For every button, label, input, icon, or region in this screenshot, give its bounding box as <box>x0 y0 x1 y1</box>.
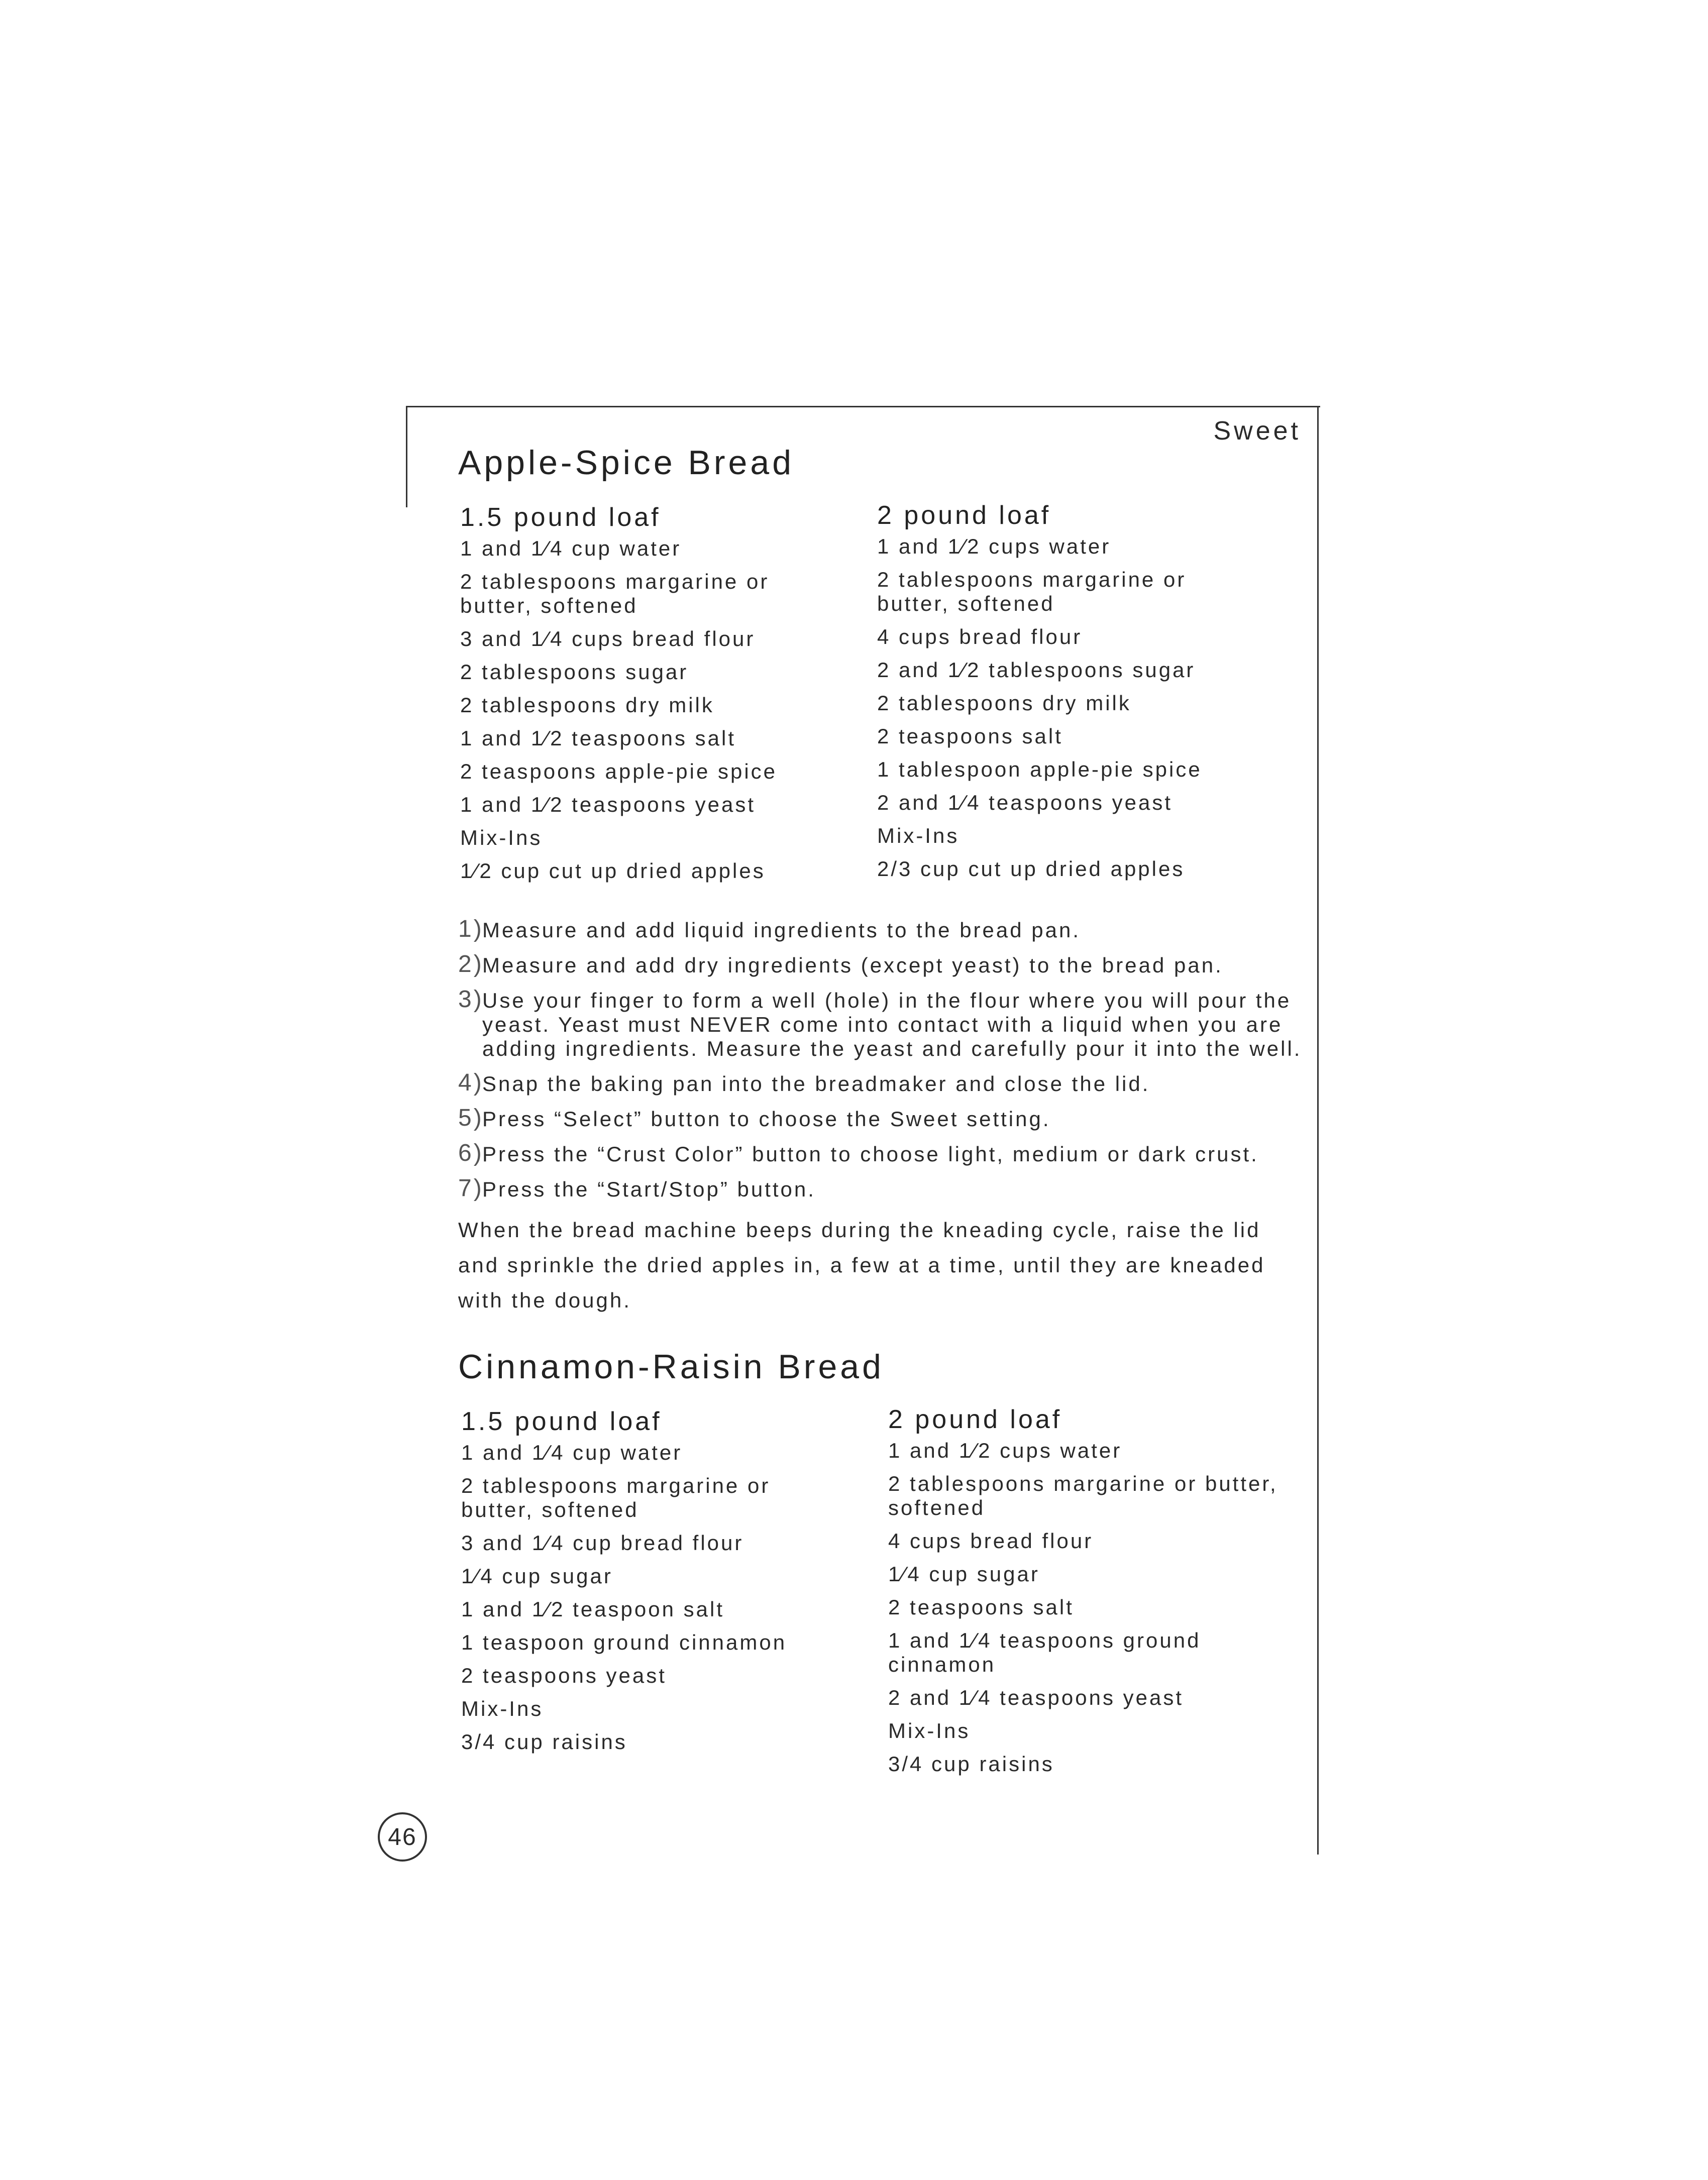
ingredient-item: 2 tablespoons dry milk <box>877 691 1131 715</box>
step-number: 5) <box>458 1105 484 1131</box>
step-text: Press the “Crust Color” button to choose light, medium or dark crust. <box>482 1142 1259 1166</box>
ingredient-item: 2 and 1⁄2 tablespoons sugar <box>877 658 1196 682</box>
section-label: Sweet <box>1213 416 1301 446</box>
step-text: Measure and add liquid ingredients to the bread pan. <box>482 918 1081 942</box>
ingredient-item: 1⁄4 cup sugar <box>888 1562 1040 1586</box>
step-number: 6) <box>458 1140 484 1166</box>
ingredient-item: 1 and 1⁄2 cups water <box>888 1439 1122 1462</box>
step-item <box>458 1107 1302 1131</box>
step-item <box>458 1069 1302 1096</box>
step-number: 1) <box>458 916 484 942</box>
step-number: 7) <box>458 1175 484 1202</box>
ingredient-item: 4 cups bread flour <box>877 625 1083 648</box>
ingredient-item: 1⁄2 cup cut up dried apples <box>460 859 766 883</box>
step-item <box>458 1142 1302 1166</box>
loaf-heading: 1.5 pound loaf <box>461 1407 662 1436</box>
ingredient-item: 1 and 1⁄4 cup water <box>461 1441 683 1464</box>
step-number: 2) <box>458 951 484 977</box>
ingredient-item: 1 and 1⁄2 teaspoons salt <box>460 726 736 750</box>
instructions <box>458 918 1302 1318</box>
ingredient-item: 2 teaspoons apple-pie spice <box>460 759 778 783</box>
ingredient-item: 2 and 1⁄4 teaspoons yeast <box>877 791 1173 814</box>
step-text: Press the “Start/Stop” button. <box>482 1177 816 1201</box>
ingredients-column-1-5lb <box>460 502 842 892</box>
ingredient-item: 3/4 cup raisins <box>461 1730 627 1754</box>
ingredient-item: 2 teaspoons salt <box>877 724 1063 748</box>
ingredient-item: 1 and 1⁄4 cup water <box>460 536 682 560</box>
loaf-heading: 2 pound loaf <box>877 501 1051 530</box>
step-number: 3) <box>458 986 484 1013</box>
ingredient-item: 2 tablespoons dry milk <box>460 693 714 717</box>
mix-ins-label: Mix-Ins <box>888 1719 971 1742</box>
ingredient-item: 2 tablespoons margarine or butter, softened <box>888 1472 1278 1519</box>
loaf-heading: 2 pound loaf <box>888 1405 1062 1434</box>
step-item <box>458 953 1302 977</box>
ingredient-item: 1 tablespoon apple-pie spice <box>877 757 1202 781</box>
ingredient-item: 1 and 1⁄2 cups water <box>877 534 1111 558</box>
step-item <box>458 918 1302 942</box>
ingredient-item: 2/3 cup cut up dried apples <box>877 857 1185 881</box>
frame-right-rule <box>1317 406 1319 1855</box>
ingredient-item: 1 and 1⁄4 teaspoons ground cinnamon <box>888 1628 1201 1676</box>
mix-ins-label: Mix-Ins <box>461 1697 544 1720</box>
ingredients-column-2lb <box>888 1404 1300 1785</box>
step-text: Snap the baking pan into the breadmaker and close the lid. <box>482 1072 1150 1096</box>
step-text: Measure and add dry ingredients (except yeast) to the bread pan. <box>482 953 1223 977</box>
ingredient-item: 2 tablespoons margarine or butter, softened <box>461 1474 771 1521</box>
page-number: 46 <box>378 1812 427 1862</box>
recipe-title-cinnamon-raisin: Cinnamon-Raisin Bread <box>458 1348 884 1386</box>
ingredient-item: 3 and 1⁄4 cups bread flour <box>460 627 756 650</box>
ingredients-column-2lb <box>877 500 1259 890</box>
ingredient-item: 1 teaspoon ground cinnamon <box>461 1630 787 1654</box>
ingredient-item: 3/4 cup raisins <box>888 1752 1054 1776</box>
ingredient-item: 4 cups bread flour <box>888 1529 1094 1553</box>
ingredient-item: 1 and 1⁄2 teaspoon salt <box>461 1597 725 1621</box>
step-item <box>458 986 1302 1061</box>
ingredient-item: 2 teaspoons yeast <box>461 1664 667 1687</box>
ingredient-item: 2 tablespoons sugar <box>460 660 689 684</box>
recipe-title-apple-spice: Apple-Spice Bread <box>458 444 795 482</box>
ingredient-item: 2 teaspoons salt <box>888 1595 1074 1619</box>
ingredient-item: 3 and 1⁄4 cup bread flour <box>461 1531 744 1555</box>
mix-ins-label: Mix-Ins <box>877 824 959 847</box>
step-text: Use your finger to form a well (hole) in the flour where you will pour the yeast. Yeast must NEVER come into contact with a liquid when you are adding ingredients. Measure the yeast and carefully pour it into the well. <box>482 989 1302 1060</box>
mix-ins-label: Mix-Ins <box>460 826 543 849</box>
ingredient-item: 2 and 1⁄4 teaspoons yeast <box>888 1686 1184 1709</box>
mix-in-note: When the bread machine beeps during the kneading cycle, raise the lid and sprinkle the dried apples in, a few at a time, until they are kneaded with the dough. <box>458 1218 1265 1312</box>
step-text: Press “Select” button to choose the Sweet setting. <box>482 1107 1051 1131</box>
frame-left-rule <box>406 406 407 507</box>
ingredient-item: 2 tablespoons margarine or butter, softened <box>460 570 770 617</box>
ingredients-column-1-5lb <box>461 1406 843 1763</box>
loaf-heading: 1.5 pound loaf <box>460 503 661 532</box>
frame-top-rule <box>406 406 1320 407</box>
ingredient-item: 1 and 1⁄2 teaspoons yeast <box>460 793 756 816</box>
ingredient-item: 1⁄4 cup sugar <box>461 1564 613 1588</box>
step-item <box>458 1177 1302 1202</box>
ingredient-item: 2 tablespoons margarine or butter, softened <box>877 568 1187 615</box>
step-number: 4) <box>458 1069 484 1096</box>
